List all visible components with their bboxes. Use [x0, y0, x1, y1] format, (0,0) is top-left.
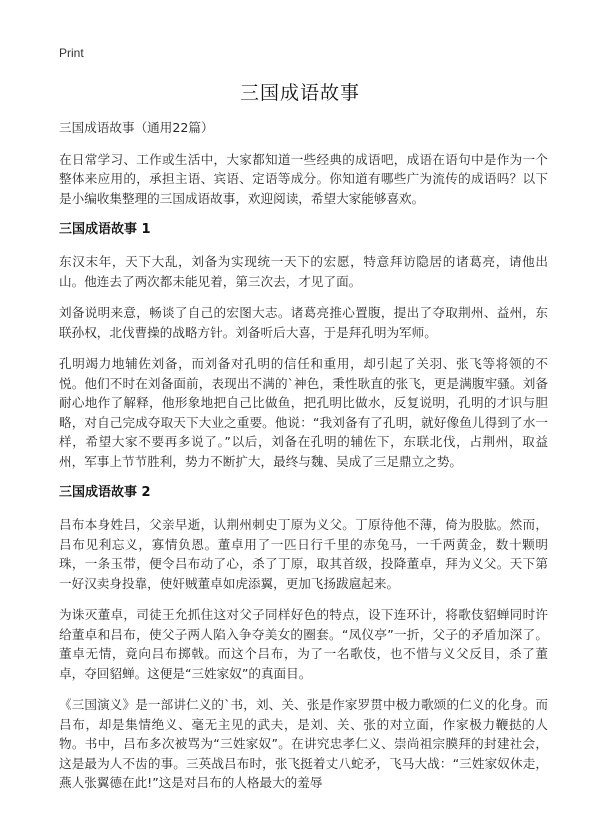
- paragraph: 吕布本身姓吕，父亲早逝，认荆州刺史丁原为义父。丁原待他不薄，倚为股肱。然而，吕布见利忘义，寡情负恩。董卓用了一匹日行千里的赤兔马，一千两黄金，数十颗明珠，一条玉带，便令吕布动了心，杀了丁原，取其首级，投降董卓，拜为义父。天下第一好汉卖身投靠，使奸贼董卓如虎添翼，更加飞扬跋扈起来。: [59, 517, 548, 591]
- intro-paragraph: 在日常学习、工作或生活中，大家都知道一些经典的成语吧，成语在语句中是作为一个整体来应用的，承担主语、宾语、定语等成分。你知道有哪些广为流传的成语吗？以下是小编收集整理的三国成语故事，欢迎阅读，希望大家能够喜欢。: [59, 151, 548, 206]
- page-title: 三国成语故事: [239, 82, 360, 104]
- print-link[interactable]: Print: [59, 46, 84, 60]
- paragraph: 为诛灭董卓，司徒王允抓住这对父子同样好色的特点，设下连环计，将歌伎貂蝉同时许给董卓和吕布，使父子两人陷入争夺美女的圈套。“凤仪亭”一折，父子的矛盾加深了。董卓无情，竟向吕布掷戟。而这个吕布，为了一名歌伎，也不惜与义父反目，杀了董卓，夺回貂蝉。这便是“三姓家奴”的真面目。: [59, 607, 548, 681]
- article-body: [59, 118, 548, 805]
- paragraph: 《三国演义》是一部讲仁义的`书，刘、关、张是作家罗贯中极力歌颂的仁义的化身。而吕布，却是集情绝义、毫无主见的武夫，是刘、关、张的对立面，作家极力鞭挞的人物。书中，吕布多次被骂为“三姓家奴”。在讲究忠孝仁义、崇尚祖宗膜拜的封建社会，这是最为人不齿的事。三英战吕布时，张飞挺着丈八蛇矛，飞马大战：“三姓家奴休走，燕人张翼德在此!”这是对吕布的人格最大的羞辱: [59, 697, 548, 790]
- paragraph: 刘备说明来意，畅谈了自己的宏图大志。诸葛亮推心置腹，提出了夺取荆州、益州，东联孙权，北伐曹操的战略方针。刘备听后大喜，于是拜孔明为军师。: [59, 305, 548, 340]
- article-subtitle: 三国成语故事（通用22篇）: [59, 120, 214, 135]
- paragraph: 东汉末年，天下大乱，刘备为实现统一天下的宏愿，特意拜访隐居的诸葛亮，请他出山。他连去了两次都未能见着，第三次去，才见了面。: [59, 254, 548, 289]
- section-heading: 三国成语故事 2: [59, 485, 151, 500]
- paragraph: 孔明竭力地辅佐刘备，而刘备对孔明的信任和重用，却引起了关羽、张飞等将领的不悦。他们不时在刘备面前，表现出不满的`神色，秉性耿直的张飞，更是满腹牢骚。刘备耐心地作了解释，他形象地把自己比做鱼，把孔明比做水，反复说明，孔明的才识与胆略，对自己完成夺取天下大业之重要。他说：“我刘备有了孔明，就好像鱼儿得到了水一样，希望大家不要再多说了。”以后，刘备在孔明的辅佐下，东联北伐，占荆州，取益州，军事上节节胜利，势力不断扩大，最终与魏、吴成了三足鼎立之势。: [59, 356, 548, 469]
- section-heading: 三国成语故事 1: [59, 222, 151, 237]
